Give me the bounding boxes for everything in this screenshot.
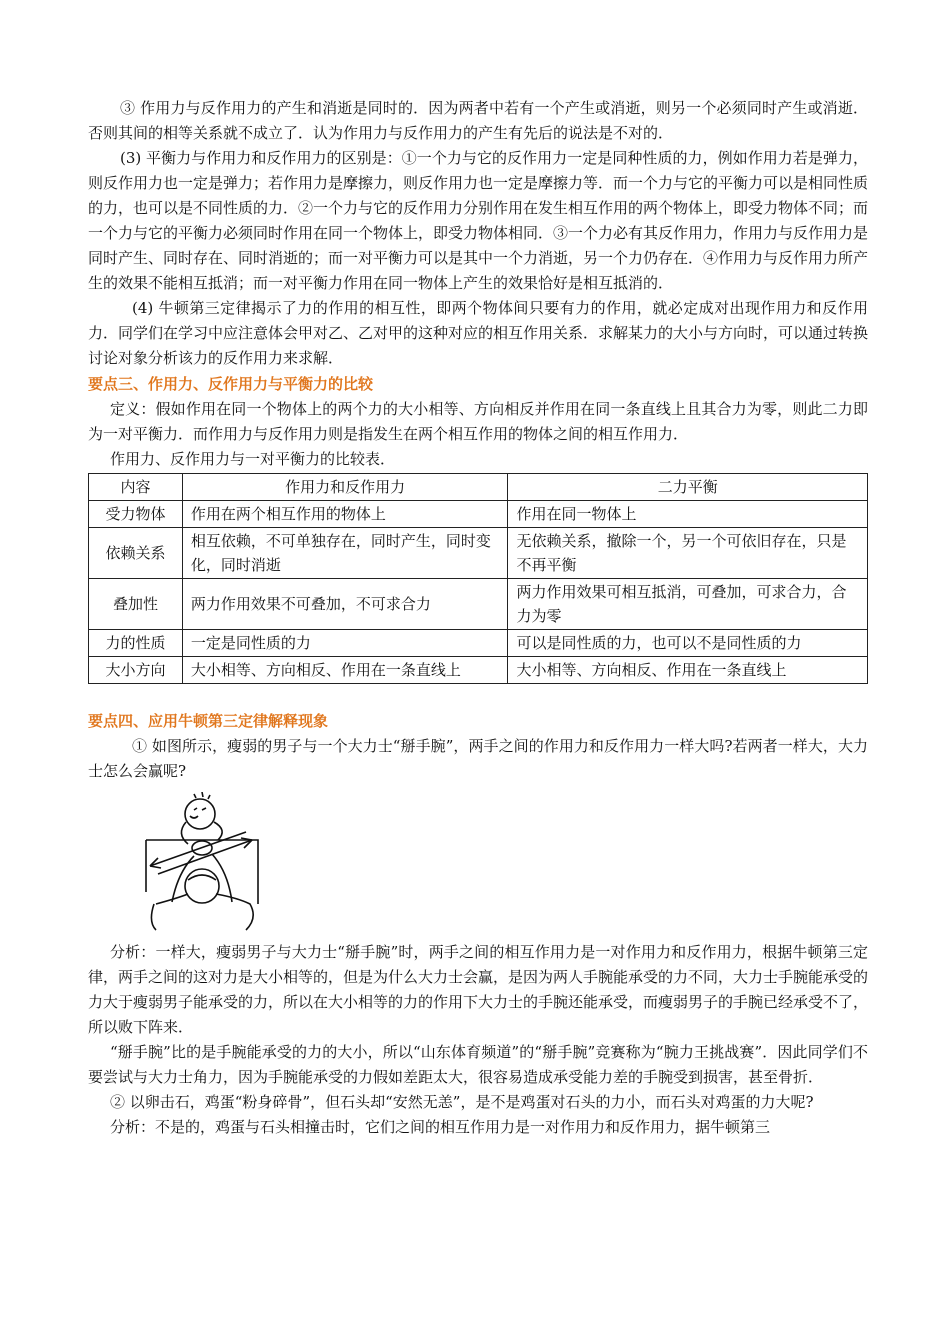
table-header-cell: 二力平衡	[508, 474, 868, 501]
question-egg-stone: ② 以卵击石，鸡蛋“粉身碎骨”，但石头却“安然无恙”，是不是鸡蛋对石头的力小，而石头对鸡蛋的力大呢?	[110, 1093, 814, 1111]
force-arrow-1	[150, 832, 246, 866]
table-cell: 依赖关系	[89, 528, 183, 579]
table-row	[89, 501, 868, 528]
table-row	[89, 630, 868, 657]
paragraph-simultaneity: ③ 作用力与反作用力的产生和消逝是同时的．因为两者中若有一个产生或消逝，则另一个必须同时产生或消逝．否则其间的相等关系就不成立了．认为作用力与反作用力的产生有先后的说法是不对的．	[88, 99, 868, 142]
paragraph-difference: (3) 平衡力与作用力和反作用力的区别是：①一个力与它的反作用力一定是同种性质的力，例如作用力若是弹力，则反作用力也一定是弹力；若作用力是摩擦力，则反作用力也一定是摩擦力等．而一个力与它的平衡力可以是相同性质的力，也可以是不同性质的力．②一个力与它的反作用力分别作用在发生相互作用的两个物体上，即受力物体不同；而一个力与它的平衡力必须同时作用在同一个物体上，即受力物体相同．③一个力必有其反作用力，作用力与反作用力是同时产生、同时存在、同时消逝的；而一对平衡力可以是其中一个力消逝，另一个力仍存在．④作用力与反作用力所产生的效果不能相互抵消；而一对平衡力作用在同一物体上产生的效果恰好是相互抵消的．	[88, 149, 869, 292]
answer-arm-wrestling-continued: “掰手腕”比的是手腕能承受的力的大小，所以“山东体育频道”的“掰手腕”竞赛称为“腕力王挑战赛”．因此同学们不要尝试与大力士角力，因为手腕能承受的力假如差距太大，很容易造成承受能力差的手腕受到损害，甚至骨折．	[88, 1043, 868, 1086]
answer-egg-stone: 分析：不是的，鸡蛋与石头相撞击时，它们之间的相互作用力是一对作用力和反作用力，据牛顿第三	[110, 1118, 771, 1136]
document-page	[88, 96, 868, 1140]
table-row	[89, 528, 868, 579]
strong-man-head	[185, 869, 219, 903]
table-header-cell: 内容	[89, 474, 183, 501]
paragraph-newton-third-law: (4) 牛顿第三定律揭示了力的作用的相互性，即两个物体间只要有力的作用，就必定成对出现作用力和反作用力．同学们在学习中应注意体会甲对乙、乙对甲的这种对应的相互作用关系．求解某力的大小与方向时，可以通过转换讨论对象分析该力的反作用力来求解．	[88, 299, 869, 367]
spacer	[88, 684, 868, 708]
arm-wrestling-illustration	[128, 792, 278, 932]
table-cell: 两力作用效果可相互抵消，可叠加，可求合力，合力为零	[508, 579, 868, 630]
table-cell: 受力物体	[89, 501, 183, 528]
table-header-cell: 作用力和反作用力	[182, 474, 508, 501]
table-cell: 可以是同性质的力，也可以不是同性质的力	[508, 630, 868, 657]
table-row	[89, 579, 868, 630]
table-cell: 作用在同一物体上	[508, 501, 868, 528]
table-row	[89, 657, 868, 684]
table-cell: 作用在两个相互作用的物体上	[182, 501, 508, 528]
section-heading-3: 要点三、作用力、反作用力与平衡力的比较	[88, 375, 374, 393]
table-cell: 大小相等、方向相反、作用在一条直线上	[182, 657, 508, 684]
table-cell: 一定是同性质的力	[182, 630, 508, 657]
section-heading-4: 要点四、应用牛顿第三定律解释现象	[88, 712, 329, 730]
table-cell: 两力作用效果不可叠加，不可求合力	[182, 579, 508, 630]
comparison-table	[88, 473, 868, 684]
thin-man-head	[185, 799, 215, 829]
strong-man-body	[151, 894, 253, 930]
table-cell: 叠加性	[89, 579, 183, 630]
table-cell: 力的性质	[89, 630, 183, 657]
table-cell: 大小方向	[89, 657, 183, 684]
question-arm-wrestling: ① 如图所示，瘦弱的男子与一个大力士“掰手腕”，两手之间的作用力和反作用力一样大吗?若两者一样大，大力士怎么会赢呢?	[88, 737, 868, 780]
arm-wrestling-drawing	[128, 792, 278, 932]
answer-arm-wrestling: 分析：一样大，瘦弱男子与大力士“掰手腕”时，两手之间的相互作用力是一对作用力和反作用力，根据牛顿第三定律，两手之间的这对力是大小相等的，但是为什么大力士会赢，是因为两人手腕能承受的力不同，大力士手腕能承受的力大于瘦弱男子能承受的力，所以在大小相等的力的作用下大力士的手腕还能承受，而瘦弱男子的手腕已经承受不了，所以败下阵来．	[88, 943, 869, 1036]
table-cell: 无依赖关系，撤除一个，另一个可依旧存在，只是不再平衡	[508, 528, 868, 579]
table-header-row	[89, 474, 868, 501]
table-cell: 相互依赖，不可单独存在，同时产生，同时变化，同时消逝	[182, 528, 508, 579]
table-caption: 作用力、反作用力与一对平衡力的比较表．	[110, 450, 396, 468]
table-cell: 大小相等、方向相反、作用在一条直线上	[508, 657, 868, 684]
paragraph-definition: 定义：假如作用在同一个物体上的两个力的大小相等、方向相反并作用在同一条直线上且其合力为零，则此二力即为一对平衡力．而作用力与反作用力则是指发生在两个相互作用的物体之间的相互作用力．	[88, 400, 868, 443]
